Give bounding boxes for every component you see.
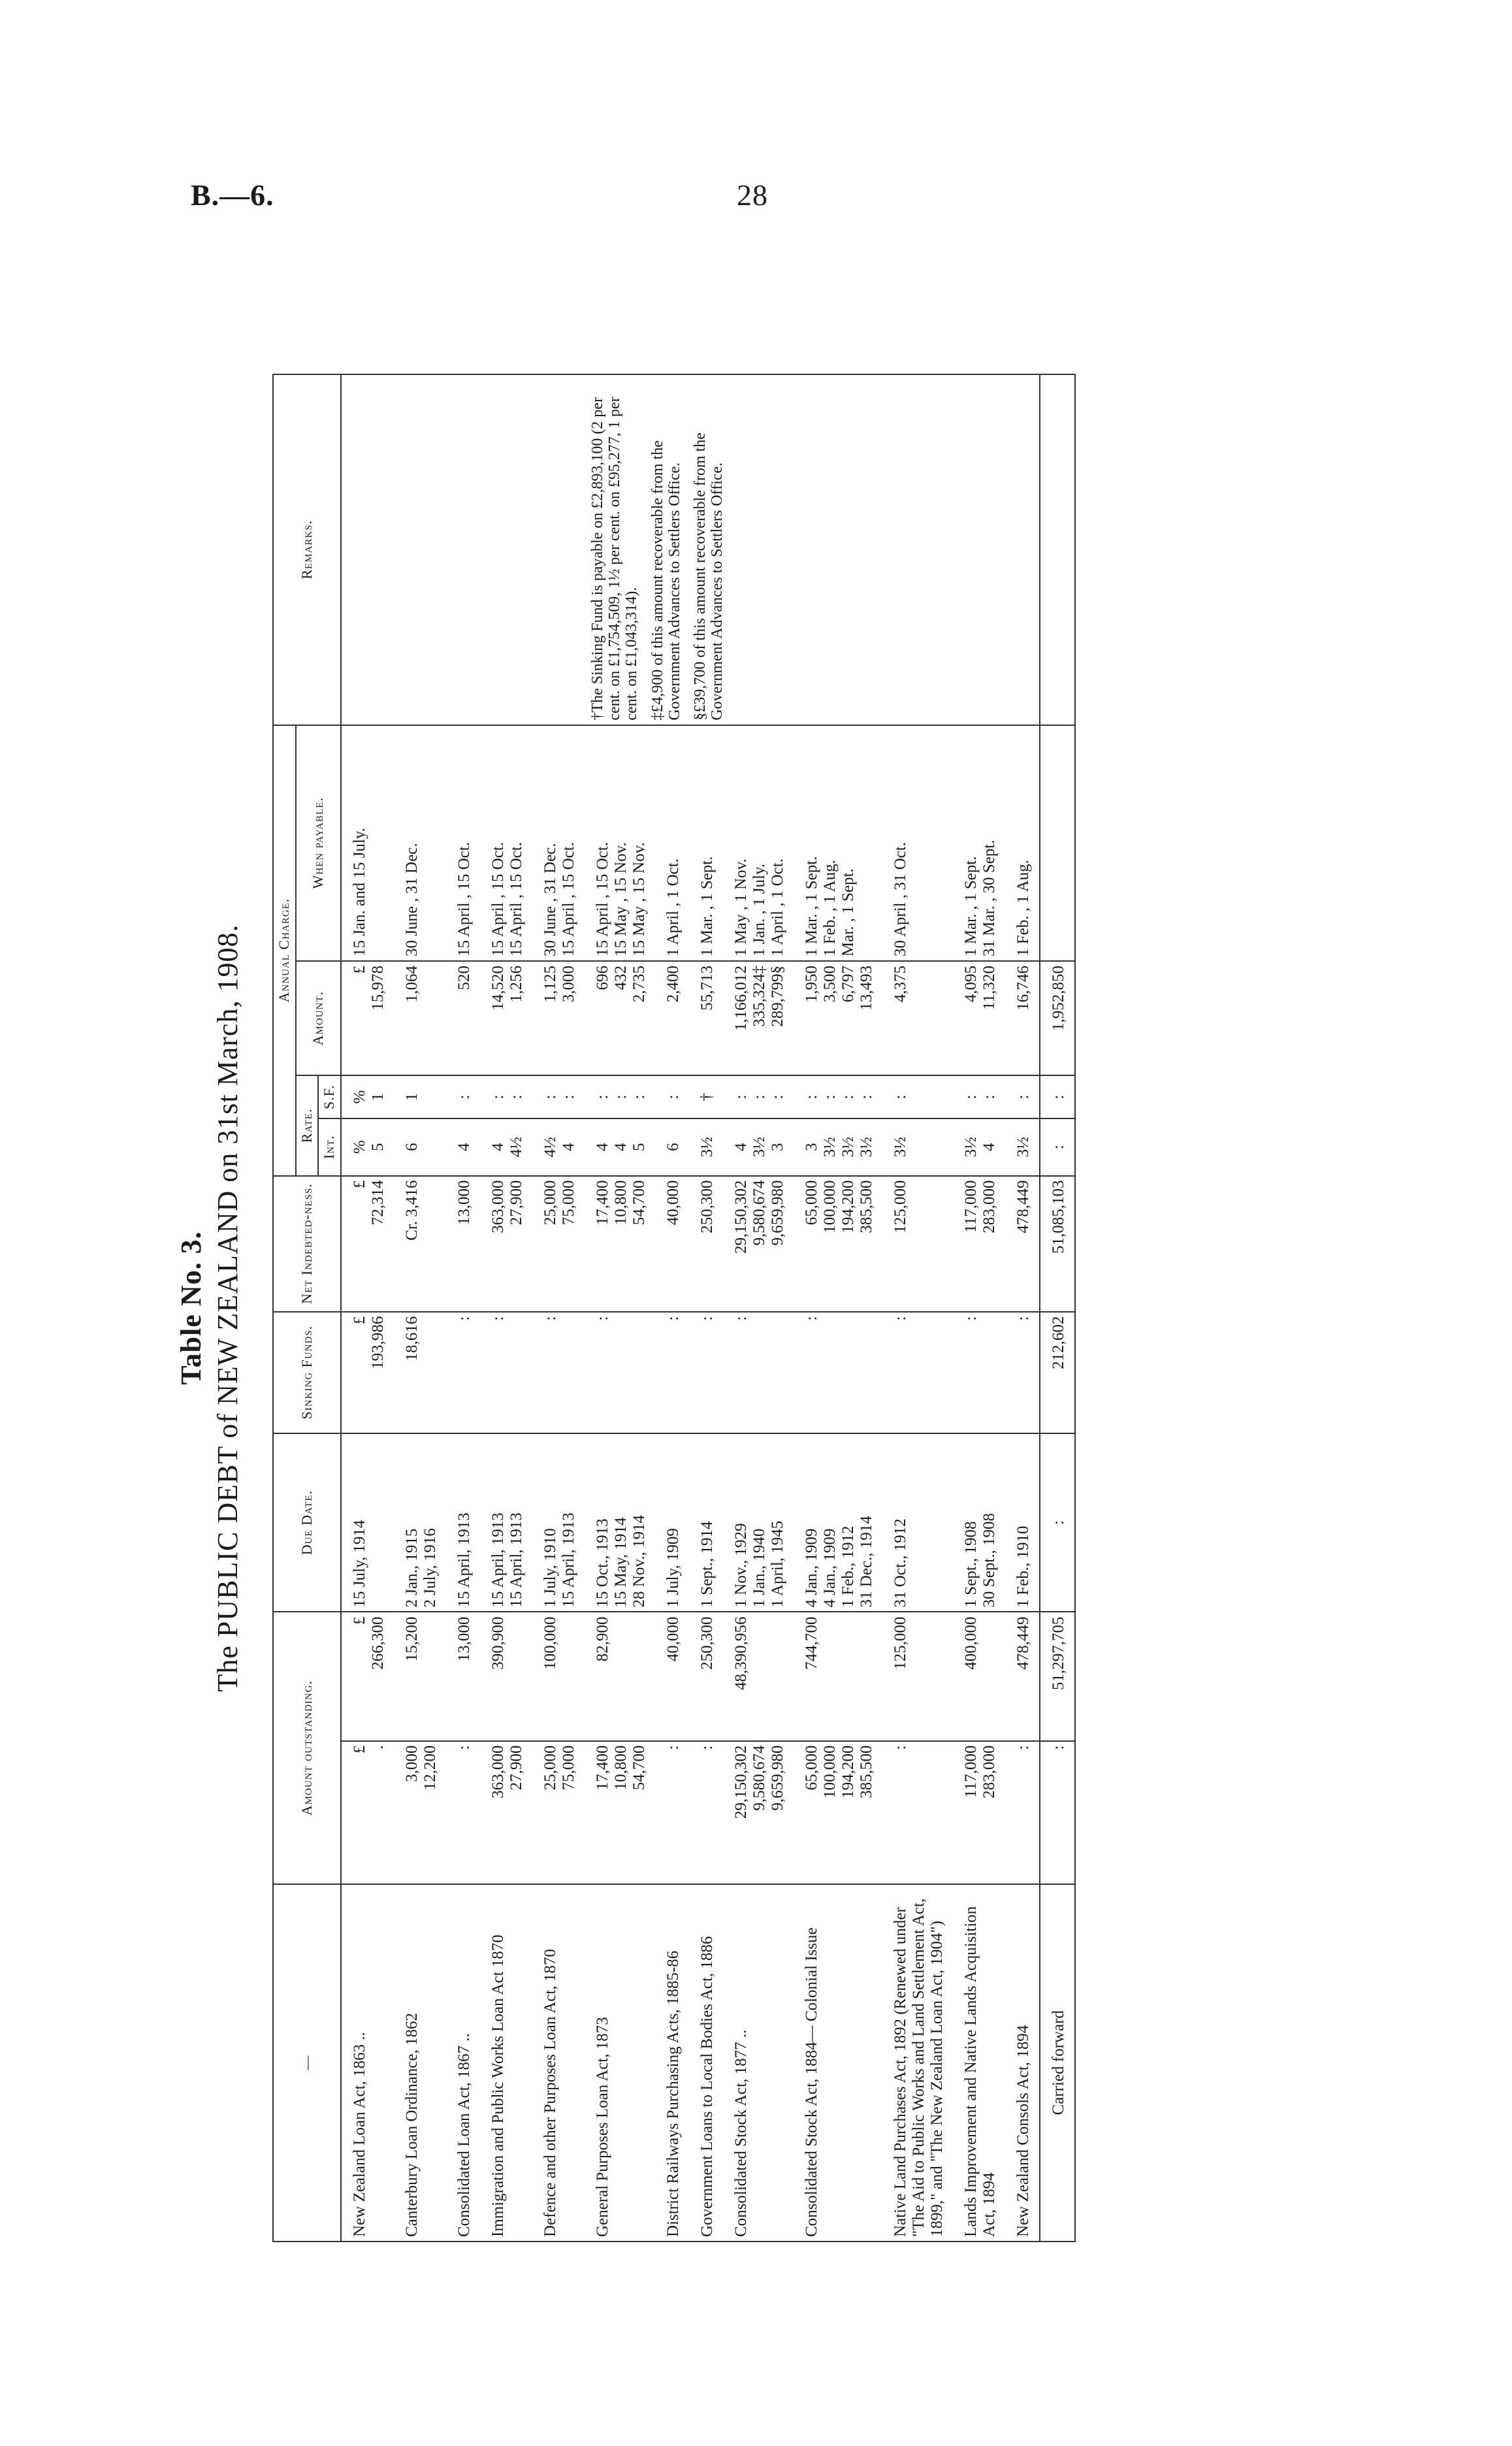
when-payable: 15 April , 15 Oct. — [446, 725, 480, 961]
annual-amount: 1,125 3,000 — [532, 961, 585, 1075]
due-date: 1 Sept., 1908 30 Sept., 1908 — [953, 1433, 1005, 1612]
annual-amount: 1,950 3,500 6,797 13,493 — [794, 961, 882, 1075]
rate-sf: : : : — [585, 1075, 655, 1118]
rate-sf: : : : — [723, 1075, 794, 1118]
rate-int: 3½ — [689, 1118, 723, 1176]
rotated-table-region — [174, 256, 1311, 2242]
amount-parts: 25,000 75,000 — [532, 1741, 585, 1884]
remark-note: ‡£4,900 of this amount recoverable from the Government Advances to Settlers Office. — [649, 440, 683, 721]
sinking-fund: : — [446, 1312, 480, 1433]
sinking-fund: : — [723, 1312, 794, 1433]
net-indebtedness: 250,300 — [689, 1176, 723, 1312]
page-number: 28 — [737, 178, 768, 212]
carried-charge: 1,952,850 — [1040, 961, 1075, 1075]
remark-note: †The Sinking Fund is payable on £2,893,100 (2 per cent. on £1,754,509, 1½ per cent. on £95,277, 1 per cent. on £1,043,314). — [588, 397, 640, 721]
loan-name: Immigration and Public Works Loan Act 1870 — [480, 1884, 532, 2242]
due-date: 15 Oct., 1913 15 May, 1914 28 Nov., 1914 — [585, 1433, 655, 1612]
rate-int: 3½ — [882, 1118, 953, 1176]
annual-amount: £ 15,978 — [341, 961, 394, 1075]
loan-name: Consolidated Loan Act, 1867 .. — [446, 1884, 480, 2242]
carried-amount-total: 51,297,705 — [1040, 1612, 1075, 1740]
sinking-fund: £ 193,986 — [341, 1312, 394, 1433]
amount-total: 82,900 — [585, 1612, 655, 1740]
loan-name: Government Loans to Local Bodies Act, 1886 — [689, 1884, 723, 2242]
net-indebtedness: 25,000 75,000 — [532, 1176, 585, 1312]
table-body — [341, 374, 1075, 2242]
loan-name: New Zealand Consols Act, 1894 — [1005, 1884, 1040, 2242]
rate-sf: : — [655, 1075, 689, 1118]
rate-sf: : : — [953, 1075, 1005, 1118]
net-indebtedness: 40,000 — [655, 1176, 689, 1312]
header-when-payable: When payable. — [296, 725, 341, 961]
sinking-fund: : — [532, 1312, 585, 1433]
due-date: 15 April, 1913 — [446, 1433, 480, 1612]
when-payable: 1 Mar. , 1 Sept. 1 Feb. , 1 Aug. Mar. , 1 Sept. — [794, 725, 882, 961]
rate-sf: : : — [532, 1075, 585, 1118]
loan-name: Native Land Purchases Act, 1892 (Renewed under "The Aid to Public Works and Land Settlement Act, 1899," and "The New Zealand Loan Act, 1904") — [882, 1884, 953, 2242]
amount-total: 744,700 — [794, 1612, 882, 1740]
rate-sf: : : — [480, 1075, 532, 1118]
amount-total: 390,900 — [480, 1612, 532, 1740]
annual-amount: 696 432 2,735 — [585, 961, 655, 1075]
rate-int: 4 4 5 — [585, 1118, 655, 1176]
amount-total: 48,390,956 — [723, 1612, 794, 1740]
annual-amount: 4,095 11,320 — [953, 961, 1005, 1075]
amount-parts: 3,000 12,200 — [394, 1741, 446, 1884]
amount-parts: : — [689, 1741, 723, 1884]
net-indebtedness: 117,000 283,000 — [953, 1176, 1005, 1312]
carried-int: : — [1040, 1118, 1075, 1176]
loan-name: Canterbury Loan Ordinance, 1862 — [394, 1884, 446, 2242]
public-debt-table — [272, 374, 1076, 2242]
rate-sf: : — [882, 1075, 953, 1118]
amount-total: 250,300 — [689, 1612, 723, 1740]
due-date: 15 July, 1914 — [341, 1433, 394, 1612]
sinking-fund: : — [655, 1312, 689, 1433]
loan-name: Defence and other Purposes Loan Act, 1870 — [532, 1884, 585, 2242]
amount-total: 15,200 — [394, 1612, 446, 1740]
amount-total: 40,000 — [655, 1612, 689, 1740]
amount-parts: 65,000 100,000 194,200 385,500 — [794, 1741, 882, 1884]
carried-remarks — [1040, 374, 1075, 725]
amount-total: 478,449 — [1005, 1612, 1040, 1740]
due-date: 4 Jan., 1909 4 Jan., 1909 1 Feb., 1912 31 Dec., 1914 — [794, 1433, 882, 1612]
rate-int: 4½ 4 — [532, 1118, 585, 1176]
net-indebtedness: £ 72,314 — [341, 1176, 394, 1312]
due-date: 1 Sept., 1914 — [689, 1433, 723, 1612]
amount-parts: : — [1005, 1741, 1040, 1884]
carried-forward-row — [1040, 374, 1075, 2242]
rate-int: % 5 — [341, 1118, 394, 1176]
when-payable: 1 Mar. , 1 Sept. — [689, 725, 723, 961]
header-annual-charge: Annual Charge. — [273, 725, 296, 1176]
rate-int: 6 — [655, 1118, 689, 1176]
due-date: 31 Oct., 1912 — [882, 1433, 953, 1612]
when-payable: 15 April , 15 Oct. 15 April , 15 Oct. — [480, 725, 532, 961]
net-indebtedness: 29,150,302 9,580,674 9,659,980 — [723, 1176, 794, 1312]
debt-table-container — [272, 374, 1291, 2242]
header-description: — — [273, 1884, 341, 2242]
rate-sf: : — [1005, 1075, 1040, 1118]
due-date: 1 July, 1910 15 April, 1913 — [532, 1433, 585, 1612]
when-payable: 30 June , 31 Dec. 15 April , 15 Oct. — [532, 725, 585, 961]
table-row — [341, 374, 394, 2242]
annual-amount: 1,064 — [394, 961, 446, 1075]
net-indebtedness: 363,000 27,900 — [480, 1176, 532, 1312]
due-date: 1 Feb., 1910 — [1005, 1433, 1040, 1612]
amount-parts: : — [655, 1741, 689, 1884]
net-indebtedness: 478,449 — [1005, 1176, 1040, 1312]
carried-sf: : — [1040, 1075, 1075, 1118]
when-payable: 1 Mar. , 1 Sept. 31 Mar. , 30 Sept. — [953, 725, 1005, 961]
header-sinking-funds: Sinking Funds. — [273, 1312, 341, 1433]
loan-name: New Zealand Loan Act, 1863 .. — [341, 1884, 394, 2242]
due-date: 1 July, 1909 — [655, 1433, 689, 1612]
sinking-fund: : — [1005, 1312, 1040, 1433]
page-label: B.—6. — [191, 178, 274, 212]
when-payable: 15 April , 15 Oct. 15 May , 15 Nov. 15 May , 15 Nov. — [585, 725, 655, 961]
when-payable: 1 April , 1 Oct. — [655, 725, 689, 961]
loan-name: District Railways Purchasing Acts, 1885-86 — [655, 1884, 689, 2242]
annual-amount: 4,375 — [882, 961, 953, 1075]
sinking-fund: : — [882, 1312, 953, 1433]
annual-amount: 55,713 — [689, 961, 723, 1075]
carried-sinking: 212,602 — [1040, 1312, 1075, 1433]
header-net-indebtedness: Net Indebted-ness. — [273, 1176, 341, 1312]
net-indebtedness: 13,000 — [446, 1176, 480, 1312]
header-sf: S.F. — [318, 1075, 341, 1118]
amount-total: 400,000 — [953, 1612, 1005, 1740]
when-payable: 30 April , 31 Oct. — [882, 725, 953, 961]
annual-amount: 16,746 — [1005, 961, 1040, 1075]
header-int: Int. — [318, 1118, 341, 1176]
remark-note: §£39,700 of this amount recoverable from the Government Advances to Settlers Office. — [692, 432, 726, 721]
amount-parts: 17,400 10,800 54,700 — [585, 1741, 655, 1884]
when-payable: 15 Jan. and 15 July. — [341, 725, 394, 961]
header-due-date: Due Date. — [273, 1433, 341, 1612]
loan-name: General Purposes Loan Act, 1873 — [585, 1884, 655, 2242]
carried-forward-label: Carried forward — [1040, 1884, 1075, 2242]
annual-amount: 14,520 1,256 — [480, 961, 532, 1075]
rate-sf: : — [446, 1075, 480, 1118]
rate-int: 3 3½ 3½ 3½ — [794, 1118, 882, 1176]
amount-total: 100,000 — [532, 1612, 585, 1740]
remarks-cell — [341, 374, 1040, 725]
due-date: 2 Jan., 1915 2 July, 1916 — [394, 1433, 446, 1612]
rate-sf: : : : : — [794, 1075, 882, 1118]
header-remarks: Remarks. — [273, 374, 341, 725]
carried-net: 51,085,103 — [1040, 1176, 1075, 1312]
rate-int: 4 3½ 3 — [723, 1118, 794, 1176]
rate-sf: % 1 — [341, 1075, 394, 1118]
amount-total: 125,000 — [882, 1612, 953, 1740]
sinking-fund: : — [585, 1312, 655, 1433]
rate-sf: 1 — [394, 1075, 446, 1118]
amount-parts: 363,000 27,900 — [480, 1741, 532, 1884]
carried-due: : — [1040, 1433, 1075, 1612]
sinking-fund: : — [953, 1312, 1005, 1433]
due-date: 15 April, 1913 15 April, 1913 — [480, 1433, 532, 1612]
sinking-fund: 18,616 — [394, 1312, 446, 1433]
header-amount: Amount. — [296, 961, 341, 1075]
rate-int: 4 4½ — [480, 1118, 532, 1176]
annual-amount: 2,400 — [655, 961, 689, 1075]
net-indebtedness: Cr. 3,416 — [394, 1176, 446, 1312]
header-amount-outstanding: Amount outstanding. — [273, 1612, 341, 1883]
carried-parts: : — [1040, 1741, 1075, 1884]
carried-when — [1040, 725, 1075, 961]
table-subtitle: The PUBLIC DEBT of NEW ZEALAND on 31st March, 1908. — [212, 924, 244, 1692]
due-date: 1 Nov., 1929 1 Jan., 1940 1 April, 1945 — [723, 1433, 794, 1612]
annual-amount: 520 — [446, 961, 480, 1075]
sinking-fund: : — [480, 1312, 532, 1433]
amount-total: 13,000 — [446, 1612, 480, 1740]
amount-parts: £ . — [341, 1741, 394, 1884]
net-indebtedness: 17,400 10,800 54,700 — [585, 1176, 655, 1312]
amount-parts: : — [882, 1741, 953, 1884]
amount-total: £ 266,300 — [341, 1612, 394, 1740]
sinking-fund: : — [794, 1312, 882, 1433]
header-rate: Rate. — [296, 1075, 319, 1175]
amount-parts: : — [446, 1741, 480, 1884]
net-indebtedness: 125,000 — [882, 1176, 953, 1312]
loan-name: Consolidated Stock Act, 1877 .. — [723, 1884, 794, 2242]
loan-name: Consolidated Stock Act, 1884— Colonial Issue — [794, 1884, 882, 2242]
rate-int: 3½ — [1005, 1118, 1040, 1176]
rate-int: 3½ 4 — [953, 1118, 1005, 1176]
amount-parts: 29,150,302 9,580,674 9,659,980 — [723, 1741, 794, 1884]
amount-parts: 117,000 283,000 — [953, 1741, 1005, 1884]
annual-amount: 1,166,012 335,324‡ 289,799§ — [723, 961, 794, 1075]
when-payable: 30 June , 31 Dec. — [394, 725, 446, 961]
when-payable: 1 Feb. , 1 Aug. — [1005, 725, 1040, 961]
when-payable: 1 May , 1 Nov. 1 Jan. , 1 July. 1 April , 1 Oct. — [723, 725, 794, 961]
loan-name: Lands Improvement and Native Lands Acquisition Act, 1894 — [953, 1884, 1005, 2242]
rate-int: 4 — [446, 1118, 480, 1176]
sinking-fund: : — [689, 1312, 723, 1433]
rate-int: 6 — [394, 1118, 446, 1176]
rate-sf: † — [689, 1075, 723, 1118]
net-indebtedness: 65,000 100,000 194,200 385,500 — [794, 1176, 882, 1312]
table-title: Table No. 3. — [175, 1231, 207, 1385]
